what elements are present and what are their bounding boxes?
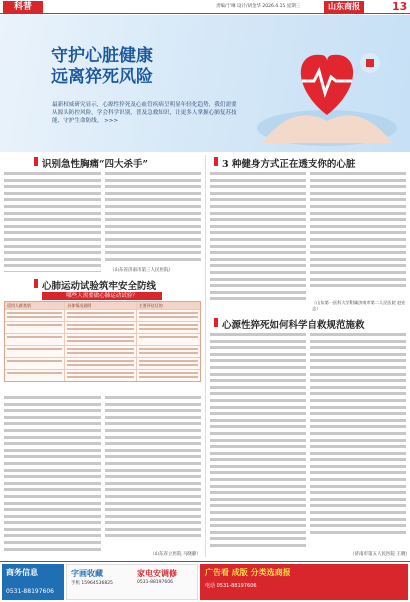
section-title-cpet: 心肺运动试验筑牢安全防线 bbox=[42, 281, 157, 292]
table-header-cell: 适用人群类别 bbox=[7, 303, 31, 308]
section-title-fitness: 3 种健身方式正在透支你的心脏 bbox=[222, 159, 356, 170]
ad-phone: 0531-88197606 bbox=[137, 580, 173, 585]
issue-meta: 责编/于琳 设计/胡金华 2026.4.15 星期三 bbox=[216, 4, 301, 9]
section-title-chest-pain: 识别急性胸痛“四大杀手” bbox=[42, 159, 148, 170]
article-chest-pain-body bbox=[4, 172, 101, 272]
table-row bbox=[5, 345, 200, 357]
article-cardiac-arrest-body-col2 bbox=[310, 333, 406, 547]
section-bar bbox=[34, 279, 38, 288]
ad-block-middle bbox=[66, 564, 198, 600]
ad-title: 字画收藏 bbox=[71, 569, 103, 578]
ad-business-info bbox=[2, 564, 64, 600]
column-divider bbox=[205, 155, 206, 557]
table-row bbox=[5, 333, 200, 345]
source-cardiac-arrest: （济南市第五人民医院 王晓） bbox=[350, 552, 410, 557]
ad-title: 家电安调修 bbox=[137, 569, 177, 578]
article-cpet-body bbox=[4, 396, 101, 556]
heart-in-hands-image bbox=[252, 33, 402, 151]
article-cardiac-arrest-body bbox=[210, 333, 306, 556]
article-fitness-body-col2 bbox=[310, 172, 406, 297]
ad-phone: 手机 15964536825 bbox=[71, 581, 113, 586]
headline-line1: 守护心脏健康 bbox=[51, 46, 153, 66]
section-bar bbox=[34, 157, 38, 166]
source-cpet: （山东省立医院 马晓静） bbox=[150, 552, 201, 557]
source-chest-pain: （山东省济南市第三人民医院） bbox=[110, 268, 173, 273]
page-header bbox=[0, 0, 410, 14]
table-row bbox=[5, 309, 200, 321]
article-chest-pain-body-col2 bbox=[105, 172, 201, 264]
hero-blurb: 最新权威研究显示，心源性猝死及心血管疾病呈明显年轻化趋势，我们需要从源头防控风险，学会科学识别，普及急救知识，让更多人掌握心肺复苏技能，守护生命防线。 >>> bbox=[52, 102, 237, 124]
source-fitness: （山东第一医科大学附属济南市第二人民医院 赵宏志） bbox=[312, 300, 406, 311]
section-label: 科普 bbox=[3, 1, 43, 14]
page-number: 13 bbox=[392, 0, 408, 13]
paper-name: 山东商报 bbox=[324, 1, 364, 13]
ad-title: 广告看 成版 分类选商报 bbox=[205, 568, 291, 577]
headline-line2: 远离猝死风险 bbox=[51, 67, 153, 87]
article-cpet-body-col2 bbox=[105, 396, 201, 548]
section-title-cardiac-arrest: 心源性猝死如何科学自救规范施救 bbox=[222, 320, 365, 331]
article-fitness-body bbox=[210, 172, 306, 307]
section-bar bbox=[214, 318, 218, 327]
table-header-cell: 具体情况说明 bbox=[64, 302, 135, 309]
table-header-cell: 主要评估目的 bbox=[136, 302, 200, 309]
table-header-row bbox=[5, 302, 200, 309]
table-row bbox=[5, 369, 200, 381]
cpet-table bbox=[4, 301, 201, 382]
table-title: 哪些人需要做心肺运动试验？ bbox=[42, 292, 162, 300]
hero-banner bbox=[0, 15, 410, 152]
section-bar bbox=[214, 157, 218, 166]
table-row bbox=[5, 357, 200, 369]
ad-title: 商务信息 bbox=[6, 568, 38, 577]
ad-classified bbox=[200, 564, 408, 600]
ad-phone: 0531-88197606 bbox=[6, 588, 54, 595]
ad-phone: 电话 0531-88197606 bbox=[205, 583, 257, 589]
table-row bbox=[5, 321, 200, 333]
